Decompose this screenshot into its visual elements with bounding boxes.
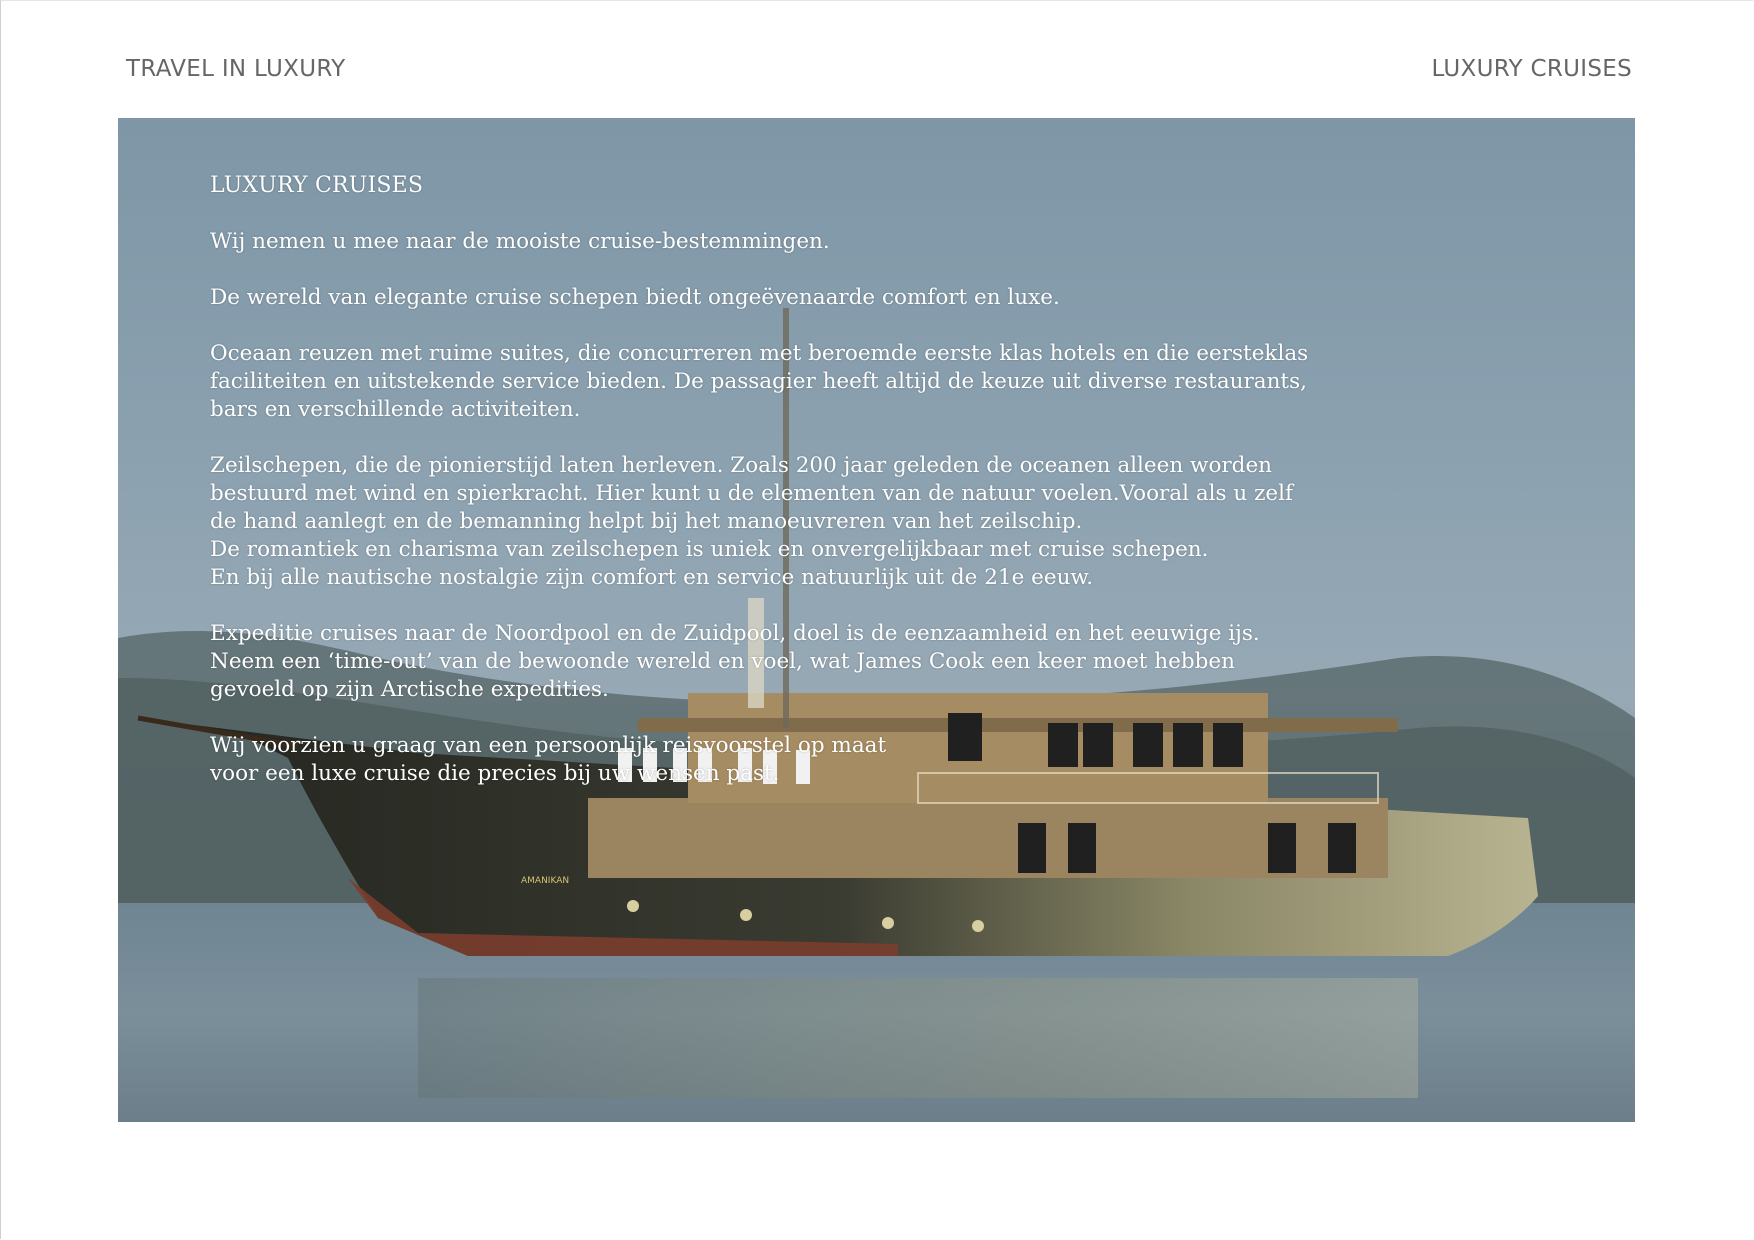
hero-paragraph-sailing-ships: Zeilschepen, die de pionierstijd laten herleven. Zoals 200 jaar geleden de oceanen alleen worden bestuurd met wind en spierkracht. Hier kunt u de elementen van de natuur voelen.Vooral als u zelf de hand aanlegt en de bemanning helpt bij het manoeuvreren van het zeilschip. De romantiek en charisma van zeilschepen is uniek en onvergelijkbaar met cruise schepen. En bij alle nautische nostalgie zijn comfort en service natuurlijk uit de 21e eeuw.: [210, 453, 1293, 590]
hero-paragraph-elegance: De wereld van elegante cruise schepen biedt ongeëvenaarde comfort en luxe.: [210, 285, 1060, 310]
hero-paragraph-contact: Wij voorzien u graag van een persoonlijk reisvoorstel op maat voor een luxe cruise die precies bij uw wensen past.: [210, 733, 887, 786]
hero-title: LUXURY CRUISES: [210, 173, 424, 198]
header-section-title: LUXURY CRUISES: [1431, 56, 1632, 82]
ship-name-label: AMANIKAN: [521, 876, 570, 886]
header-brand-title: TRAVEL IN LUXURY: [126, 56, 346, 82]
hero-paragraph-ocean-giants: Oceaan reuzen met ruime suites, die concurreren met beroemde eerste klas hotels en die eersteklas faciliteiten en uitstekende service bieden. De passagier heeft altijd de keuze uit diverse restaurants, bars en verschillende activiteiten.: [210, 341, 1309, 422]
hero-paragraph-expedition: Expeditie cruises naar de Noordpool en de Zuidpool, doel is de eenzaamheid en het eeuwige ijs. Neem een ‘time-out’ van de bewoonde wereld en voel, wat James Cook een keer moet hebben gevoeld op zijn Arctische expedities.: [210, 621, 1260, 702]
hero-paragraph-intro: Wij nemen u mee naar de mooiste cruise-bestemmingen.: [210, 229, 830, 254]
hero-image-panel: [118, 118, 1635, 1122]
hero-text-block: [210, 172, 1570, 816]
